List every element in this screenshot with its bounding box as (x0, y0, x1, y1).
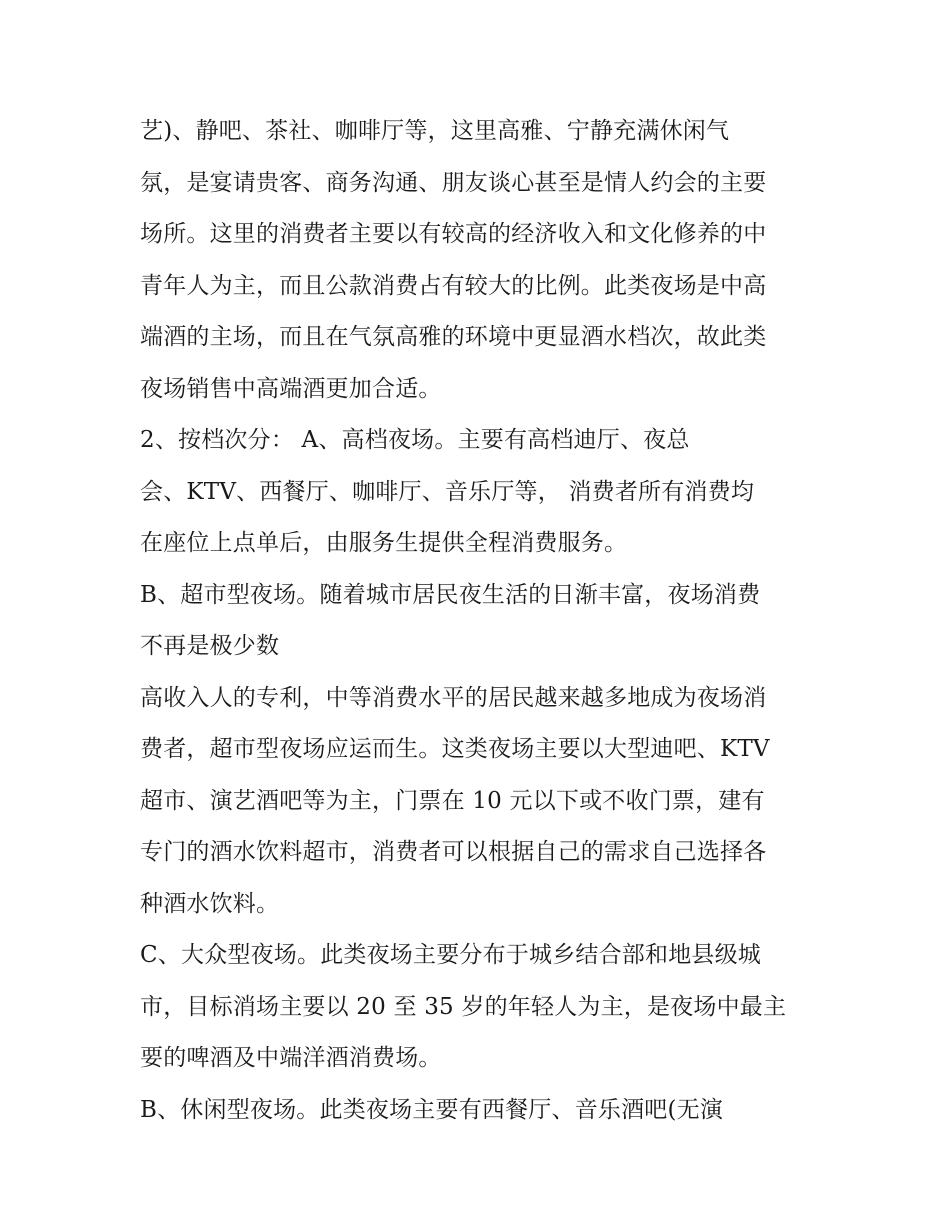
text-line: 不再是极少数 (140, 633, 280, 659)
text-line: 专门的酒水饮料超市，消费者可以根据自己的需求自己选择各 (140, 839, 767, 865)
text-line: B、超市型夜场。随着城市居民夜生活的日渐丰富，夜场消费 (140, 581, 761, 608)
text-line: 种酒水饮料。 (140, 890, 280, 917)
text-line: 夜场销售中高端酒更加合适。 (140, 375, 442, 402)
text-line: 艺)、静吧、茶社、咖啡厅等，这里高雅、宁静充满休闲气 (140, 118, 730, 144)
text-line: 超市、演艺酒吧等为主，门票在 10 元以下或不收门票，建有 (140, 787, 765, 814)
document-body (140, 106, 820, 1136)
text-line: 端酒的主场，而且在气氛高雅的环境中更显酒水档次，故此类 (140, 324, 767, 350)
text-line: 要的啤酒及中端洋酒消费场。 (140, 1045, 442, 1071)
text-line: 氛，是宴请贵客、商务沟通、朋友谈心甚至是情人约会的主要 (140, 169, 767, 196)
text-line: 青年人为主，而且公款消费占有较大的比例。此类夜场是中高 (140, 272, 767, 299)
text-line: 会、KTV、西餐厅、咖啡厅、音乐厅等， 消费者所有消费均 (140, 478, 755, 505)
text-line: B、休闲型夜场。此类夜场主要有西餐厅、音乐酒吧(无演 (140, 1096, 724, 1123)
text-line: 场所。这里的消费者主要以有较高的经济收入和文化修养的中 (140, 221, 767, 247)
text-line: 费者，超市型夜场应运而生。这类夜场主要以大型迪吧、KTV (140, 736, 770, 762)
text-line: 市，目标消场主要以 20 至 35 岁的年轻人为主，是夜场中最主 (140, 993, 787, 1020)
text-line: 2、按档次分： A、高档夜场。主要有高档迪厅、夜总 (140, 427, 690, 453)
text-line: 高收入人的专利，中等消费水平的居民越来越多地成为夜场消 (140, 684, 767, 711)
text-line: 在座位上点单后，由服务生提供全程消费服务。 (140, 530, 628, 556)
text-line: C、大众型夜场。此类夜场主要分布于城乡结合部和地县级城 (140, 942, 761, 968)
